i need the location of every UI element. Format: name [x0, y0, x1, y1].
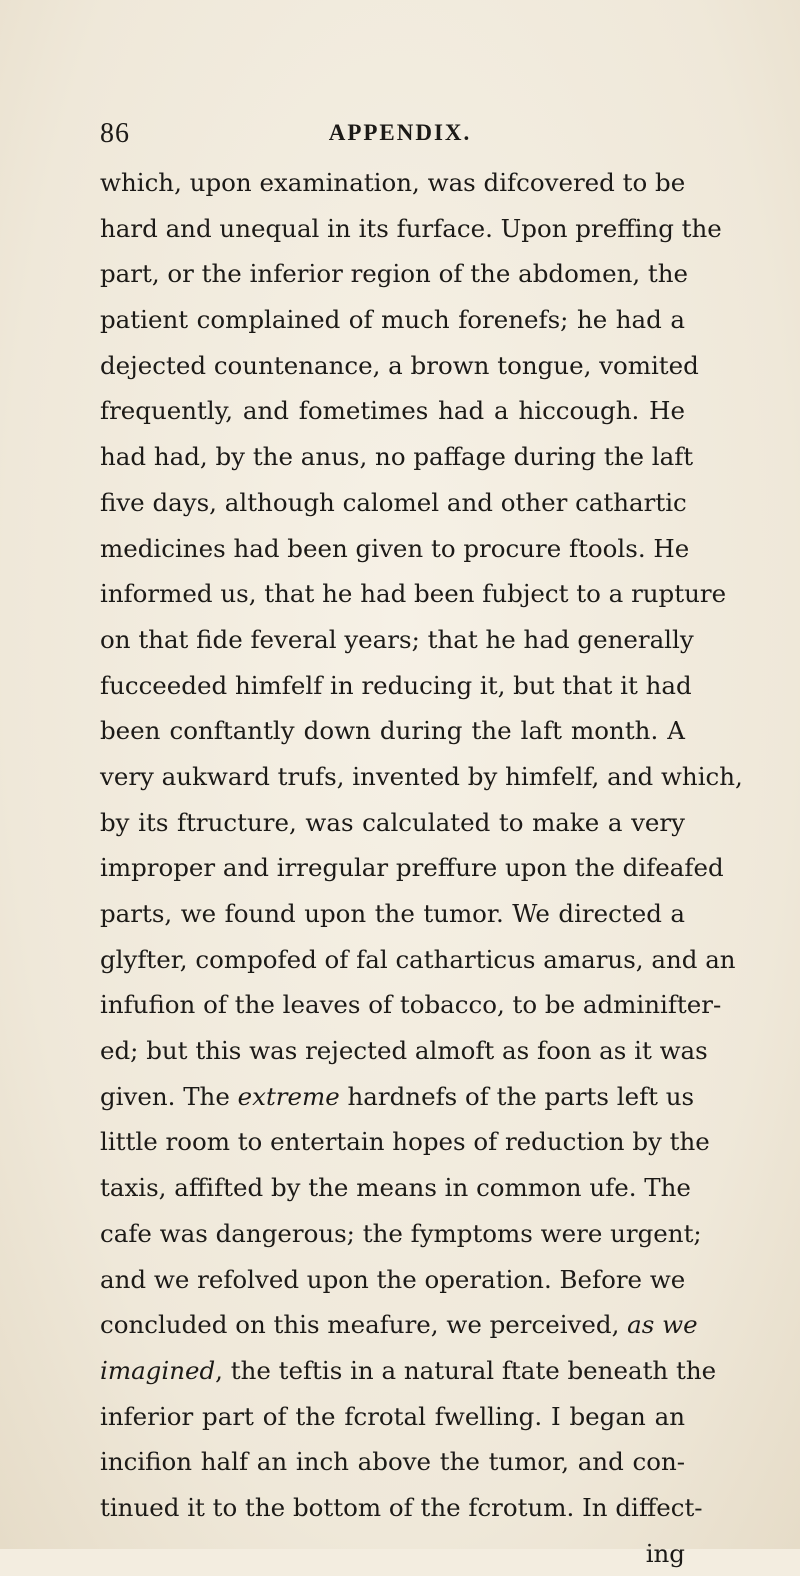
text-line: incifion half an inch above the tumor, and con- [100, 1447, 685, 1477]
text-line: frequently, and fometimes had a hiccough. He [100, 396, 685, 426]
text-line: taxis, affifted by the means in common ufe. The [100, 1173, 691, 1203]
text-line: inferior part of the fcrotal fwelling. I began an [100, 1401, 685, 1431]
text-line: which, upon examination, was difcovered to be [100, 168, 686, 197]
running-head: APPENDIX. [328, 120, 472, 145]
text-line: by its ftructure, was calculated to make a very [100, 807, 685, 837]
text-line: and we refolved upon the operation. Before we [100, 1264, 686, 1294]
text-line: five days, although calomel and other cathartic [100, 487, 687, 517]
text-line: improper and irregular preffure upon the difeafed [100, 853, 724, 883]
text-line: been conftantly down during the laft month. A [100, 716, 685, 746]
text-line: tinued it to the bottom of the fcrotum. In diffect- [100, 1492, 703, 1522]
text-line: ed; but this was rejected almoft as foon as it was [100, 1036, 708, 1066]
text-line: imagined, the teftis in a natural ftate beneath the [100, 1355, 717, 1385]
text-line: hard and unequal in its furface. Upon preffing the [100, 213, 722, 243]
text-line: patient complained of much forenefs; he had a [100, 305, 685, 335]
text-line: glyfter, compofed of fal catharticus amarus, and an [100, 944, 736, 974]
text-line: parts, we found upon the tumor. We directed a [100, 899, 685, 928]
text-line: dejected countenance, a brown tongue, vomited [100, 350, 699, 380]
text-line: cafe was dangerous; the fymptoms were urgent; [100, 1218, 702, 1248]
text-line: very aukward trufs, invented by himfelf, and which, [100, 761, 743, 791]
text-line: had had, by the anus, no paffage during the laft [100, 442, 694, 472]
text-line: infufion of the leaves of tobacco, to be adminifter- [100, 990, 722, 1020]
text-line: informed us, that he had been fubject to a rupture [100, 579, 727, 609]
page-header [100, 118, 700, 158]
text-line: medicines had been given to procure ftools. He [100, 533, 690, 563]
page-number: 86 [100, 118, 130, 149]
text-line: little room to entertain hopes of reduction by the [100, 1127, 710, 1157]
text-line: on that fide feveral years; that he had generally [100, 624, 694, 654]
text-line: part, or the inferior region of the abdomen, the [100, 259, 689, 289]
text-line: concluded on this meafure, we perceived, as we [100, 1310, 698, 1340]
body-text [100, 160, 790, 1576]
catchword: ing [645, 1538, 685, 1568]
text-line: given. The extreme hardnefs of the parts left us [100, 1081, 695, 1111]
text-line: fucceeded himfelf in reducing it, but that it had [100, 670, 692, 700]
